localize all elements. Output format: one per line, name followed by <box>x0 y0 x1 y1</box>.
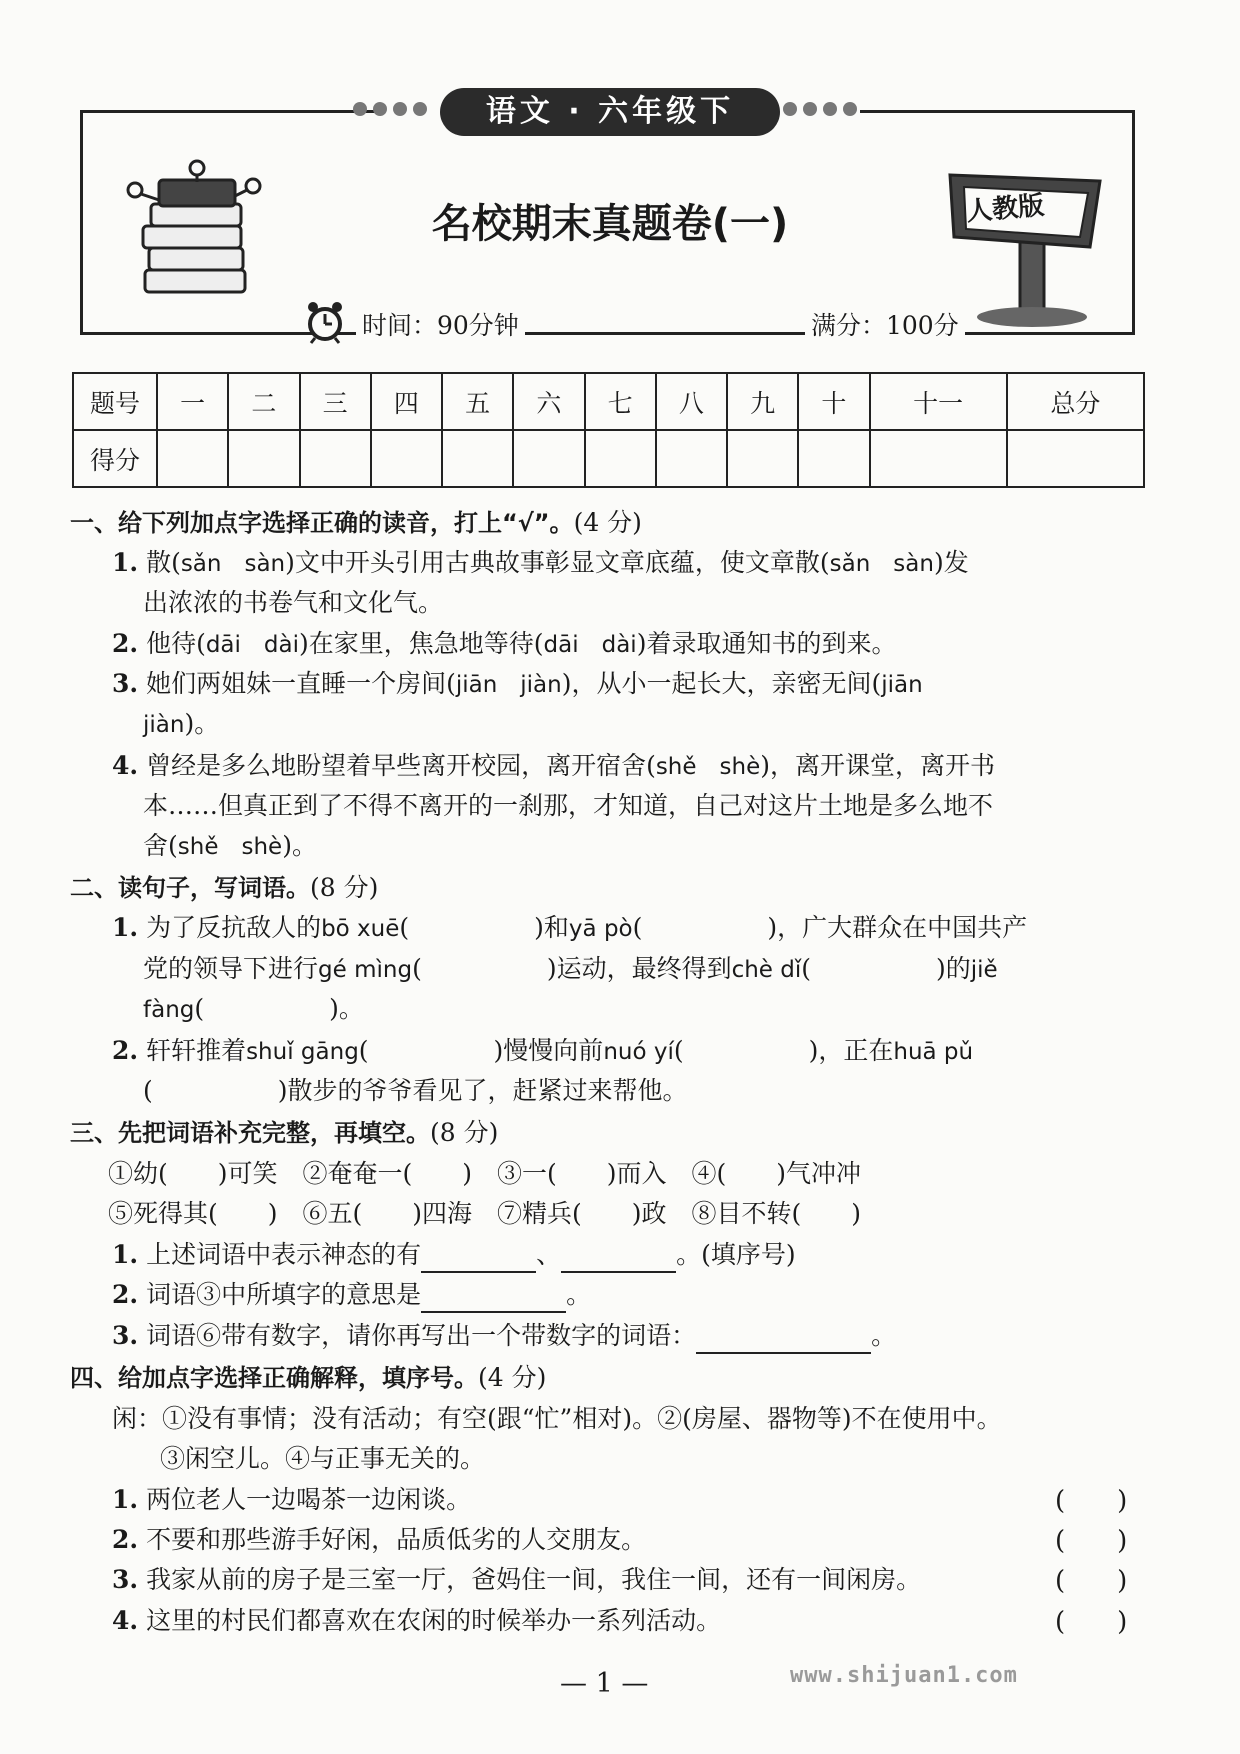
full-score: 满分：100分 <box>805 306 965 342</box>
q1-heading: 一、给下列加点字选择正确的读音，打上“√”。(4 分) <box>70 508 642 537</box>
decorative-dots-right <box>780 101 860 120</box>
table-cell: 二 <box>228 373 299 430</box>
table-cell: 五 <box>442 373 513 430</box>
q4-item-4: 4. 这里的村民们都喜欢在农闲的时候举办一系列活动。 <box>112 1606 722 1635</box>
table-cell: 八 <box>656 373 727 430</box>
q2-item-2-cont: ( )散步的爷爷看见了，赶紧过来帮他。 <box>143 1076 688 1105</box>
q3-heading: 三、先把词语补充完整，再填空。(8 分) <box>70 1118 499 1147</box>
score-cell[interactable] <box>371 430 442 487</box>
q2-item-1-end: fàng( )。 <box>143 994 364 1023</box>
q1-item-3-cont: jiàn)。 <box>143 709 220 738</box>
answer-blank[interactable] <box>421 1285 566 1313</box>
q2-item-1: 1. 为了反抗敌人的bō xuē( )和yā pò( )，广大群众在中国共产 <box>112 913 1028 942</box>
q2-item-1-cont: 党的领导下进行gé mìng( )运动，最终得到chè dǐ( )的jiě <box>143 954 998 983</box>
q1-item-2: 2. 他待(dāi dài)在家里，焦急地等待(dāi dài)着录取通知书的到来。 <box>112 629 897 658</box>
exam-time: 时间：90分钟 <box>356 306 525 342</box>
score-table-header-row <box>73 373 1144 430</box>
q2-heading: 二、读句子，写词语。(8 分) <box>70 873 379 902</box>
q3-idioms-row-1: ①幼( )可笑 ②奄奄一( ) ③一( )而入 ④( )气冲冲 <box>108 1159 862 1188</box>
table-cell: 十 <box>798 373 869 430</box>
q2-item-2: 2. 轩轩推着shuǐ gāng( )慢慢向前nuó yí( )，正在huā pǔ <box>112 1036 974 1065</box>
q1-item-4-cont: 本……但真正到了不得不离开的一刹那，才知道，自己对这片土地是多么地不 <box>143 791 994 820</box>
q1-item-3: 3. 她们两姐妹一直睡一个房间(jiān jiàn)，从小一起长大，亲密无间(jiān <box>112 669 923 698</box>
answer-paren[interactable]: ( ) <box>1055 1566 1128 1596</box>
table-cell: 题号 <box>73 373 157 430</box>
q3-sub-2: 2. 词语③中所填字的意思是 。 <box>112 1277 591 1313</box>
exam-title: 名校期末真题卷(一) <box>431 201 789 247</box>
score-cell[interactable] <box>513 430 584 487</box>
answer-paren[interactable]: ( ) <box>1055 1486 1128 1516</box>
score-cell[interactable] <box>228 430 299 487</box>
q1-item-4-end: 舍(shě shè)。 <box>143 831 317 860</box>
score-cell[interactable] <box>1007 430 1144 487</box>
q4-heading: 四、给加点字选择正确解释，填序号。(4 分) <box>70 1363 547 1392</box>
q4-item-3: 3. 我家从前的房子是三室一厅，爸妈住一间，我住一间，还有一间闲房。 <box>112 1565 922 1594</box>
score-cell[interactable] <box>585 430 656 487</box>
q1-item-1: 1. 散(sǎn sàn)文中开头引用古典故事彰显文章底蕴，使文章散(sǎn sàn)发 <box>112 548 969 577</box>
frame-top-line-right <box>860 110 1135 113</box>
score-cell[interactable] <box>300 430 371 487</box>
table-cell: 得分 <box>73 430 157 487</box>
edition-label: 人教版 <box>965 190 1046 228</box>
table-cell: 三 <box>300 373 371 430</box>
score-cell[interactable] <box>442 430 513 487</box>
score-table <box>72 372 1145 488</box>
table-cell: 四 <box>371 373 442 430</box>
score-table-score-row <box>73 430 1144 487</box>
table-cell: 六 <box>513 373 584 430</box>
answer-paren[interactable]: ( ) <box>1055 1607 1128 1637</box>
q4-definition-1: 闲：①没有事情；没有活动；有空(跟“忙”相对)。②(房屋、器物等)不在使用中。 <box>112 1404 1002 1433</box>
score-cell[interactable] <box>870 430 1007 487</box>
alarm-clock-icon <box>305 300 345 344</box>
watermark: www.shijuan1.com <box>790 1663 1018 1688</box>
decorative-dots-left <box>350 101 430 120</box>
q1-item-4: 4. 曾经是多么地盼望着早些离开校园，离开宿舍(shě shè)，离开课堂，离开书 <box>112 751 996 780</box>
q4-definition-2: ③闲空儿。④与正事无关的。 <box>160 1444 486 1473</box>
answer-blank[interactable] <box>421 1245 536 1273</box>
answer-blank[interactable] <box>561 1245 676 1273</box>
score-cell[interactable] <box>727 430 798 487</box>
q4-item-2: 2. 不要和那些游手好闲，品质低劣的人交朋友。 <box>112 1525 647 1554</box>
q3-sub-3: 3. 词语⑥带有数字，请你再写出一个带数字的词语： 。 <box>112 1318 896 1354</box>
answer-paren[interactable]: ( ) <box>1055 1526 1128 1556</box>
page-number: — 1 — <box>560 1668 649 1699</box>
score-cell[interactable] <box>157 430 228 487</box>
score-cell[interactable] <box>656 430 727 487</box>
subject-banner: 语文 · 六年级下 <box>440 88 780 136</box>
q3-sub-1: 1. 上述词语中表示神态的有 、 。(填序号) <box>112 1237 796 1273</box>
table-cell: 九 <box>727 373 798 430</box>
score-cell[interactable] <box>798 430 869 487</box>
table-cell: 一 <box>157 373 228 430</box>
answer-blank[interactable] <box>696 1326 871 1354</box>
q4-item-1: 1. 两位老人一边喝茶一边闲谈。 <box>112 1485 472 1514</box>
table-cell: 七 <box>585 373 656 430</box>
books-stack-icon <box>115 150 275 310</box>
table-cell: 十一 <box>870 373 1007 430</box>
q1-item-1-cont: 出浓浓的书卷气和文化气。 <box>143 588 444 617</box>
frame-top-line-left <box>80 110 380 113</box>
q3-idioms-row-2: ⑤死得其( ) ⑥五( )四海 ⑦精兵( )政 ⑧目不转( ) <box>108 1199 862 1228</box>
table-cell: 总分 <box>1007 373 1144 430</box>
